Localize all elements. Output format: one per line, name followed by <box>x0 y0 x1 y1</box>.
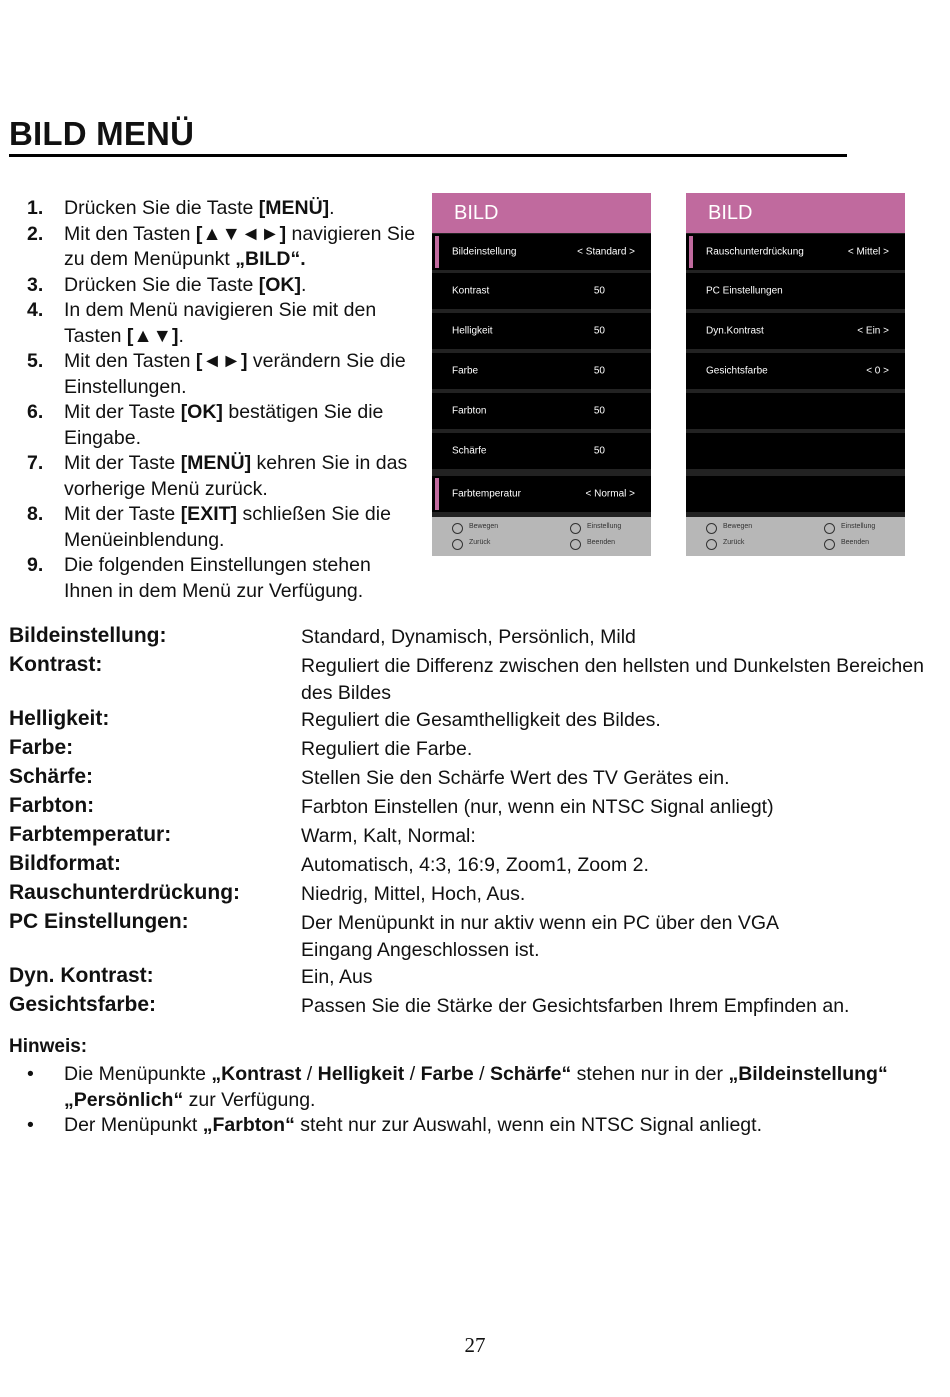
step-item: 8. Mit der Taste [EXIT] schließen Sie die Menüeinblendung. <box>27 503 391 551</box>
bullet: • <box>27 1114 34 1136</box>
menu-row-empty <box>686 393 905 429</box>
definition-row: Farbtemperatur: Warm, Kalt, Normal: <box>9 823 476 847</box>
step-item: 1. Drücken Sie die Taste [MENÜ]. <box>27 197 335 219</box>
note-item: • Die Menüpunkte „Kontrast / Helligkeit / Farbe / Schärfe“ stehen nur in der „Bildeinstellung“ „Persönlich“ zur Verfügung. <box>27 1062 897 1113</box>
step-item: 3. Drücken Sie die Taste [OK]. <box>27 273 307 296</box>
menu-row-empty <box>686 476 905 512</box>
menu-footer: Bewegen Einstellung Zurück Beenden <box>686 517 905 556</box>
exit-icon <box>824 539 835 550</box>
menu-row-kontrast: Kontrast 50 <box>432 273 651 309</box>
tv-menu-screenshot-bild-1 <box>432 193 651 556</box>
menu-row-schaerfe: Schärfe 50 <box>432 433 651 469</box>
definition-row: Rauschunterdrückung: Niedrig, Mittel, Hoch, Aus. <box>9 881 526 905</box>
move-icon <box>706 523 717 534</box>
menu-row-farbton: Farbton 50 <box>432 393 651 429</box>
note-heading: Hinweis: <box>9 1036 88 1057</box>
definition-row: Kontrast: Reguliert die Differenz zwischen den hellsten und Dunkelsten Bereichen des Bildes <box>9 653 924 704</box>
definition-row: Bildformat: Automatisch, 4:3, 16:9, Zoom1, Zoom 2. <box>9 852 649 876</box>
menu-title: BILD <box>432 193 651 233</box>
move-icon <box>452 523 463 534</box>
menu-row-pc-einstellungen: PC Einstellungen <box>686 273 905 309</box>
menu-icon <box>706 539 717 550</box>
definition-row: Farbton: Farbton Einstellen (nur, wenn ein NTSC Signal anliegt) <box>9 794 774 818</box>
definition-row: Schärfe: Stellen Sie den Schärfe Wert des TV Gerätes ein. <box>9 765 730 789</box>
page-number: 27 <box>464 1333 486 1357</box>
tv-menu-screenshot-bild-2 <box>686 193 905 556</box>
menu-row-dyn-kontrast: Dyn.Kontrast < Ein > <box>686 313 905 349</box>
step-item: 2. Mit den Tasten [▲▼◄►] navigieren Sie zu dem Menüpunkt „BILD“. <box>27 222 416 270</box>
menu-row-bildeinstellung: Bildeinstellung < Standard > <box>432 234 651 270</box>
definition-row: Gesichtsfarbe: Passen Sie die Stärke der Gesichtsfarben Ihrem Empfinden an. <box>9 993 850 1017</box>
step-item: 6. Mit der Taste [OK] bestätigen Sie die Eingabe. <box>27 401 384 449</box>
step-item: 9. Die folgenden Einstellungen stehen Ihnen in dem Menü zur Verfügung. <box>27 554 371 602</box>
menu-row-farbe: Farbe 50 <box>432 353 651 389</box>
menu-row-helligkeit: Helligkeit 50 <box>432 313 651 349</box>
definition-row: Dyn. Kontrast: Ein, Aus <box>9 964 373 988</box>
title-underline <box>9 154 847 157</box>
instruction-steps <box>27 196 417 604</box>
menu-icon <box>452 539 463 550</box>
ok-icon <box>824 523 835 534</box>
exit-icon <box>570 539 581 550</box>
definition-row: Farbe: Reguliert die Farbe. <box>9 736 473 760</box>
step-item: 7. Mit der Taste [MENÜ] kehren Sie in das vorherige Menü zurück. <box>27 452 408 500</box>
menu-row-farbtemperatur: Farbtemperatur < Normal > <box>432 476 651 512</box>
step-item: 5. Mit den Tasten [◄►] verändern Sie die Einstellungen. <box>27 350 406 398</box>
ok-icon <box>570 523 581 534</box>
menu-row-gesichtsfarbe: Gesichtsfarbe < 0 > <box>686 353 905 389</box>
bullet: • <box>27 1063 34 1085</box>
settings-definitions <box>9 624 929 1022</box>
definition-row: Bildeinstellung: Standard, Dynamisch, Persönlich, Mild <box>9 624 636 648</box>
menu-footer: Bewegen Einstellung Zurück Beenden <box>432 517 651 556</box>
page-title: BILD MENÜ <box>9 115 195 152</box>
menu-row-empty <box>686 433 905 469</box>
note-list <box>27 1062 897 1139</box>
definition-row: PC Einstellungen: Der Menüpunkt in nur aktiv wenn ein PC über den VGA Eingang Angeschlossen ist. <box>9 910 778 961</box>
definition-row: Helligkeit: Reguliert die Gesamthelligkeit des Bildes. <box>9 707 661 731</box>
step-item: 4. In dem Menü navigieren Sie mit den Tasten [▲▼]. <box>27 299 377 347</box>
note-item: • Der Menüpunkt „Farbton“ steht nur zur Auswahl, wenn ein NTSC Signal anliegt. <box>27 1113 897 1139</box>
menu-title: BILD <box>686 193 905 233</box>
menu-row-rauschunterdrueckung: Rauschunterdrückung < Mittel > <box>686 234 905 270</box>
